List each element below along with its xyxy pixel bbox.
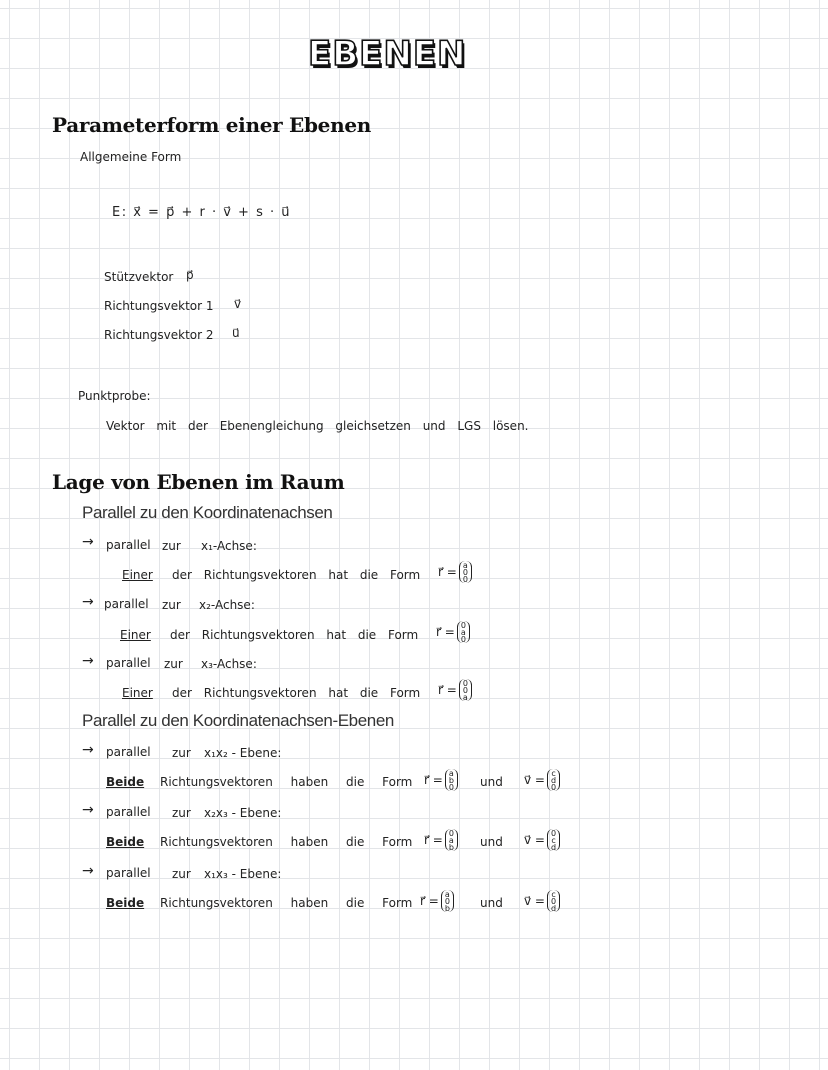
parallel-word: parallel [106, 538, 151, 552]
vector-component: a [448, 835, 454, 845]
vector-symbol: r⃗ = [438, 683, 457, 697]
vector-component: a [448, 768, 454, 778]
einer-word: Einer [122, 686, 153, 700]
direction-vector-1 [420, 890, 454, 912]
vector-component: b [444, 903, 450, 913]
vector-component: 0 [462, 567, 468, 577]
richtungsvektor-1-label: Richtungsvektor 1 [104, 299, 214, 313]
vector-component: a [460, 627, 466, 637]
column-vector [547, 829, 560, 851]
vector-symbol: v⃗ = [524, 773, 545, 787]
beide-word: Beide [106, 835, 145, 849]
axis-name: x₁-Achse: [201, 539, 257, 553]
column-vector [441, 890, 454, 912]
und-word: und [480, 835, 503, 849]
axis-description: der Richtungsvektoren hat die Form [172, 568, 421, 582]
vector-component: 0 [448, 782, 454, 792]
vector-component: d [550, 903, 557, 913]
vector-component: 0 [550, 896, 557, 906]
subheading-koordinatenebenen: Parallel zu den Koordinatenachsen-Ebenen [82, 711, 394, 730]
parallel-word: parallel [106, 866, 151, 880]
und-word: und [480, 775, 503, 789]
direction-vector-1 [424, 769, 458, 791]
vector-component: a [462, 560, 468, 570]
column-vector [459, 561, 472, 583]
column-vector [445, 829, 458, 851]
arrow-icon: → [82, 863, 94, 879]
column-vector [459, 679, 472, 701]
vector-symbol: v⃗ = [524, 894, 545, 908]
axis-name: x₂-Achse: [199, 598, 255, 612]
richtungsvektor-2-symbol: u⃗ [232, 326, 240, 340]
beide-word: Beide [106, 775, 145, 789]
zur-word: zur [164, 657, 183, 671]
parallel-word: parallel [106, 656, 151, 670]
plane-equation-formula: E: x⃗ = p⃗ + r · v⃗ + s · u⃗ [112, 205, 291, 220]
axis-name: x₃-Achse: [201, 657, 257, 671]
vector-component: 0 [550, 828, 557, 838]
vector-symbol: r⃗ = [436, 625, 455, 639]
direction-vector-2 [524, 769, 560, 791]
vector-symbol: r⃗ = [438, 565, 457, 579]
arrow-icon: → [82, 802, 94, 818]
column-vector [547, 769, 560, 791]
und-word: und [480, 896, 503, 910]
vector-component: 0 [444, 896, 450, 906]
plane-name: x₁x₂ - Ebene: [204, 746, 282, 760]
zur-word: zur [172, 746, 191, 760]
general-form-label: Allgemeine Form [80, 150, 182, 164]
richtungsvektor-1-symbol: v⃗ [234, 297, 242, 311]
stuetzvektor-symbol: p⃗ [186, 268, 194, 282]
page-title: EBENEN [308, 34, 467, 74]
plane-description: Richtungsvektoren haben die Form [160, 775, 413, 789]
vector-component: c [551, 768, 556, 778]
arrow-icon: → [82, 742, 94, 758]
direction-vector [436, 621, 470, 643]
vector-component: 0 [460, 634, 466, 644]
vector-component: 0 [550, 782, 557, 792]
vector-symbol: v⃗ = [524, 833, 545, 847]
arrow-icon: → [82, 594, 94, 610]
vector-component: d [550, 842, 557, 852]
zur-word: zur [172, 867, 191, 881]
column-vector [547, 890, 560, 912]
einer-word: Einer [122, 568, 153, 582]
punktprobe-label: Punktprobe: [78, 389, 151, 403]
zur-word: zur [172, 806, 191, 820]
direction-vector-2 [524, 890, 560, 912]
vector-component: b [448, 842, 454, 852]
section-heading-parameterform: Parameterform einer Ebenen [52, 113, 371, 137]
einer-word: Einer [120, 628, 151, 642]
plane-name: x₂x₃ - Ebene: [204, 806, 282, 820]
vector-component: 0 [448, 828, 454, 838]
direction-vector-1 [424, 829, 458, 851]
direction-vector-2 [524, 829, 560, 851]
zur-word: zur [162, 598, 181, 612]
parallel-word: parallel [106, 745, 151, 759]
column-vector [457, 621, 470, 643]
beide-word: Beide [106, 896, 145, 910]
plane-name: x₁x₃ - Ebene: [204, 867, 282, 881]
vector-symbol: r⃗ = [424, 773, 443, 787]
vector-component: 0 [462, 685, 468, 695]
richtungsvektor-2-label: Richtungsvektor 2 [104, 328, 214, 342]
direction-vector [438, 679, 472, 701]
parallel-word: parallel [104, 597, 149, 611]
vector-component: 0 [462, 678, 468, 688]
plane-description: Richtungsvektoren haben die Form [160, 896, 413, 910]
vector-component: c [551, 835, 556, 845]
vector-symbol: r⃗ = [420, 894, 439, 908]
punktprobe-text: Vektor mit der Ebenengleichung gleichsetzen und LGS lösen. [106, 419, 529, 433]
vector-component: 0 [462, 574, 468, 584]
vector-component: c [551, 889, 556, 899]
direction-vector [438, 561, 472, 583]
stuetzvektor-label: Stützvektor [104, 270, 174, 284]
vector-component: a [444, 889, 450, 899]
vector-component: a [462, 692, 468, 702]
arrow-icon: → [82, 534, 94, 550]
parallel-word: parallel [106, 805, 151, 819]
subheading-koordinatenachsen: Parallel zu den Koordinatenachsen [82, 503, 333, 522]
vector-component: 0 [460, 620, 466, 630]
section-heading-lage: Lage von Ebenen im Raum [52, 470, 345, 494]
vector-component: d [550, 775, 557, 785]
zur-word: zur [162, 539, 181, 553]
axis-description: der Richtungsvektoren hat die Form [172, 686, 421, 700]
vector-component: b [448, 775, 454, 785]
vector-symbol: r⃗ = [424, 833, 443, 847]
plane-description: Richtungsvektoren haben die Form [160, 835, 413, 849]
column-vector [445, 769, 458, 791]
axis-description: der Richtungsvektoren hat die Form [170, 628, 419, 642]
arrow-icon: → [82, 653, 94, 669]
